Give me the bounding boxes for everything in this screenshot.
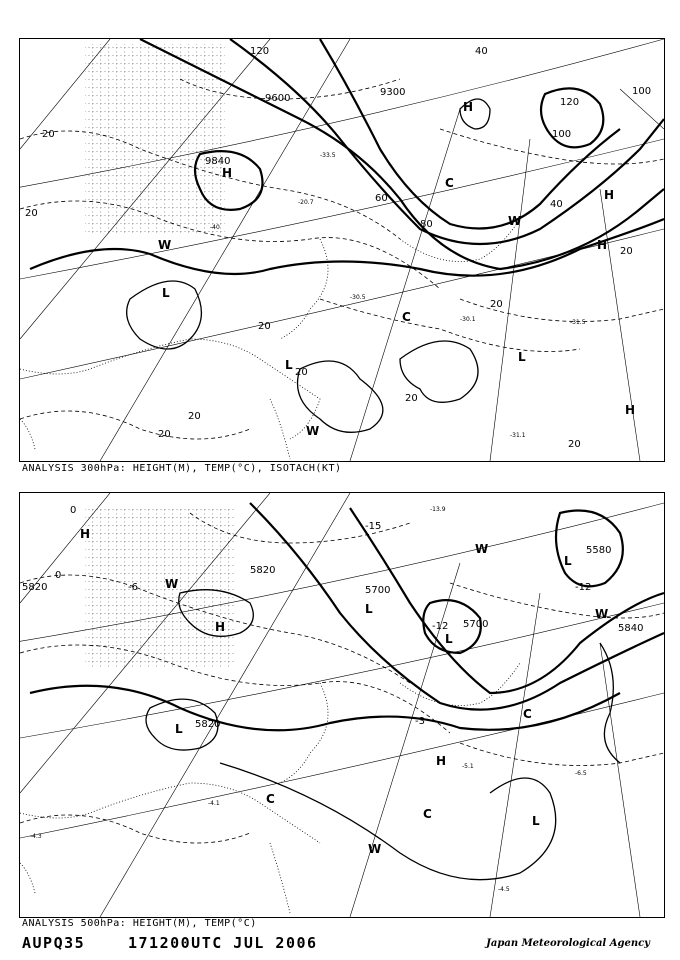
map-300hpa xyxy=(19,38,665,462)
terrain-hatch xyxy=(85,508,235,668)
high-center: H xyxy=(625,403,636,417)
height-label: 5580 xyxy=(586,545,612,556)
isotach-label: 20 xyxy=(158,429,171,440)
cold-center: C xyxy=(445,176,454,190)
high-center: H xyxy=(604,188,615,202)
height-label: 5820 xyxy=(195,719,221,730)
map-500hpa xyxy=(19,492,665,918)
temp-label: -12 xyxy=(575,582,592,593)
height-label: 5700 xyxy=(463,619,489,630)
temp-label: -31.1 xyxy=(510,432,526,439)
height-label: 5820 xyxy=(250,565,276,576)
warm-center: W xyxy=(595,607,609,621)
caption-500hpa: ANALYSIS 500hPa: HEIGHT(M), TEMP(°C) xyxy=(22,918,257,929)
temp-label: -31.5 xyxy=(570,319,586,326)
height-label: 5840 xyxy=(618,623,644,634)
low-center: L xyxy=(518,350,526,364)
isotach-label: 20 xyxy=(25,208,38,219)
height-label: 9840 xyxy=(205,156,231,167)
warm-center: W xyxy=(508,214,522,228)
temp-label: -5.1 xyxy=(462,763,474,770)
isotach-label: 40 xyxy=(475,46,488,57)
high-center: H xyxy=(463,100,474,114)
warm-center: W xyxy=(158,238,172,252)
temp-label: -13.9 xyxy=(430,506,446,513)
temp-label: 0 xyxy=(55,570,62,581)
chart-code: AUPQ35 xyxy=(22,934,86,952)
isotach-label: 100 xyxy=(552,129,572,140)
isotach-label: 100 xyxy=(632,86,652,97)
isotach-label: 120 xyxy=(560,97,580,108)
low-center: L xyxy=(365,602,373,616)
low-center: L xyxy=(564,554,572,568)
height-labels xyxy=(205,46,405,167)
temp-label: -15 xyxy=(365,521,382,532)
temp-label: -6.5 xyxy=(575,770,587,777)
cold-center: C xyxy=(402,310,411,324)
temp-label: -6 xyxy=(128,582,138,593)
warm-center: W xyxy=(368,842,382,856)
high-center: H xyxy=(222,166,233,180)
high-center: H xyxy=(215,620,226,634)
low-center: L xyxy=(285,358,293,372)
height-label: 5700 xyxy=(365,585,391,596)
temp-label: -4.5 xyxy=(498,886,510,893)
cold-center: C xyxy=(266,792,275,806)
temp-label: -3 xyxy=(415,716,425,727)
low-center: L xyxy=(445,632,453,646)
valid-time: 171200UTC JUL 2006 xyxy=(128,934,318,952)
coastline xyxy=(20,219,520,459)
cold-center: C xyxy=(523,707,532,721)
low-center: L xyxy=(532,814,540,828)
cold-center: C xyxy=(423,807,432,821)
high-center: H xyxy=(80,527,91,541)
warm-center: W xyxy=(475,542,489,556)
low-center: L xyxy=(162,286,170,300)
high-center: H xyxy=(597,238,608,252)
low-center: L xyxy=(175,722,183,736)
isotach-label: 20 xyxy=(188,411,201,422)
height-label: 120 xyxy=(250,46,270,57)
height-label: 5820 xyxy=(22,582,48,593)
isotach-label: 20 xyxy=(620,246,633,257)
isotach-label: 20 xyxy=(258,321,271,332)
temp-label: -30.5 xyxy=(350,294,366,301)
map-300hpa-canvas xyxy=(20,39,664,461)
coastline xyxy=(20,663,520,913)
isotach-label: 20 xyxy=(490,299,503,310)
isotach-label: 40 xyxy=(550,199,563,210)
warm-center: W xyxy=(306,424,320,438)
isotach-label: 20 xyxy=(405,393,418,404)
temp-label: -40 xyxy=(210,224,220,231)
temp-label: -12 xyxy=(432,621,449,632)
height-label: 9600 xyxy=(265,93,291,104)
map-500hpa-canvas xyxy=(20,493,664,917)
caption-300hpa: ANALYSIS 300hPa: HEIGHT(M), TEMP(°C), ISOTACH(KT) xyxy=(22,463,342,474)
temp-label: -33.5 xyxy=(320,152,336,159)
isotach-label: 20 xyxy=(42,129,55,140)
warm-center: W xyxy=(165,577,179,591)
agency-name: Japan Meteorological Agency xyxy=(486,938,650,949)
isotach-label: 20 xyxy=(295,367,308,378)
isotach-label: 20 xyxy=(568,439,581,450)
isotach-label: 60 xyxy=(375,193,388,204)
temp-label: -4.3 xyxy=(30,833,42,840)
temp-label: -30.1 xyxy=(460,316,476,323)
temp-label: 0 xyxy=(70,505,77,516)
temp-label: -4.1 xyxy=(208,800,220,807)
terrain-hatch xyxy=(85,44,225,234)
height-label: 9300 xyxy=(380,87,406,98)
temp-label: -20.7 xyxy=(298,199,314,206)
high-center: H xyxy=(436,754,447,768)
isotach-label: 80 xyxy=(420,219,433,230)
